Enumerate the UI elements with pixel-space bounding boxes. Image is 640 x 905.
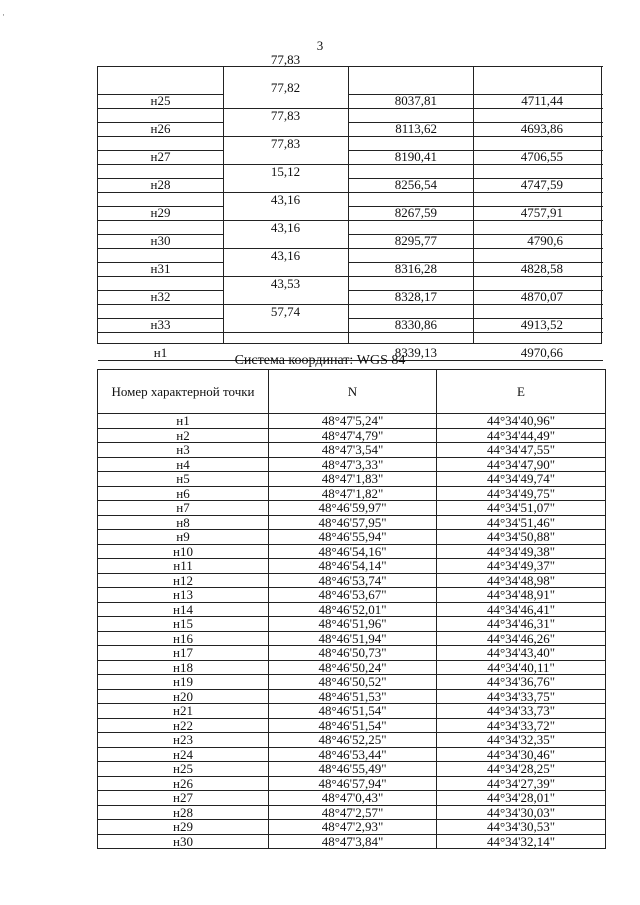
longitude-cell: 44°34'47,55" [437,443,606,458]
y-coordinate-cell: 4747,59 [520,177,563,192]
point-number-cell: н10 [98,544,269,559]
table-row [98,791,606,806]
row-divider [98,318,223,319]
point-number-cell: н17 [98,646,269,661]
table-row [98,515,606,530]
row-divider [348,234,603,235]
point-number-cell: н20 [98,689,269,704]
x-coordinate-cell: 8037,81 [394,93,437,108]
table-row [98,501,606,516]
y-coordinate-cell: 4706,55 [520,149,563,164]
latitude-cell: 48°46'50,24" [269,660,437,675]
table-row [98,631,606,646]
longitude-cell: 44°34'30,53" [437,820,606,835]
longitude-cell: 44°34'44,49" [437,428,606,443]
point-number-cell: н30 [98,834,269,849]
point-number-cell: н11 [98,559,269,574]
latitude-cell: 48°47'2,57" [269,805,437,820]
distance-cell: 43,53 [270,276,301,291]
latitude-cell: 48°46'55,94" [269,530,437,545]
point-number-cell: н3 [98,443,269,458]
table-row [98,221,601,249]
point-number-cell: н26 [98,776,269,791]
distance-cell: 77,82 [270,80,301,95]
point-number-cell: н1 [153,345,168,360]
point-number-cell: н26 [150,121,171,136]
row-divider [98,206,223,207]
table-row [98,305,601,333]
header-point-number: Номер характерной точки [98,370,269,414]
x-coordinate-cell: 8330,86 [394,317,437,332]
x-coordinate-cell: 8256,54 [394,177,437,192]
row-divider [98,234,223,235]
longitude-cell: 44°34'36,76" [437,675,606,690]
point-number-cell: н22 [98,718,269,733]
table-row [98,137,601,165]
distance-cell: 43,16 [270,220,301,235]
latitude-cell: 48°47'1,83" [269,472,437,487]
y-coordinate-cell: 4970,66 [520,345,563,360]
point-number-cell: н24 [98,747,269,762]
latitude-cell: 48°46'51,53" [269,689,437,704]
table-row [98,660,606,675]
longitude-cell: 44°34'50,88" [437,530,606,545]
longitude-cell: 44°34'49,38" [437,544,606,559]
coordinate-system-title: Система координат: WGS 84 [234,353,406,368]
point-number-cell: н9 [98,530,269,545]
row-divider [348,206,603,207]
row-divider [348,94,603,95]
latitude-cell: 48°47'3,54" [269,443,437,458]
row-divider [98,66,603,67]
point-number-cell: н1 [98,414,269,429]
point-number-cell: н14 [98,602,269,617]
x-coordinate-cell: 8316,28 [394,261,437,276]
header-n: N [269,370,437,414]
distance-cell: 77,83 [270,136,301,151]
y-coordinate-cell: 4757,91 [520,205,563,220]
latitude-cell: 48°47'3,84" [269,834,437,849]
table-row [98,573,606,588]
point-number-cell: н19 [98,675,269,690]
table-row [98,443,606,458]
point-number-cell: н29 [150,205,171,220]
row-divider [98,136,603,137]
longitude-cell: 44°34'49,74" [437,472,606,487]
latitude-cell: 48°46'54,14" [269,559,437,574]
table-row [98,277,601,305]
point-number-cell: н30 [150,233,171,248]
point-number-cell: н12 [98,573,269,588]
row-divider [98,332,603,333]
longitude-cell: 44°34'49,37" [437,559,606,574]
table-header-row [98,370,606,414]
distance-cell: 43,16 [270,192,301,207]
x-coordinate-cell: 8295,77 [394,233,437,248]
table-row [98,776,606,791]
latitude-cell: 48°47'4,79" [269,428,437,443]
longitude-cell: 44°34'47,90" [437,457,606,472]
table-row [98,414,606,429]
latitude-cell: 48°46'57,94" [269,776,437,791]
scan-mark: · [2,10,5,20]
row-divider [98,94,223,95]
page-number: 3 [316,38,324,53]
table-row [98,733,606,748]
latitude-cell: 48°47'3,33" [269,457,437,472]
longitude-cell: 44°34'51,07" [437,501,606,516]
distance-cell: 57,74 [270,304,301,319]
point-number-cell: н4 [98,457,269,472]
distance-cell: 15,12 [270,164,301,179]
table-row [98,704,606,719]
y-coordinate-cell: 4913,52 [520,317,563,332]
latitude-cell: 48°47'2,93" [269,820,437,835]
longitude-cell: 44°34'32,35" [437,733,606,748]
row-divider [98,262,223,263]
table-row [98,53,601,81]
x-coordinate-cell: 8339,13 [394,345,437,360]
point-number-cell: н5 [98,472,269,487]
longitude-cell: 44°34'27,39" [437,776,606,791]
table-row [98,472,606,487]
table-row [98,689,606,704]
y-coordinate-cell: 4711,44 [521,93,563,108]
latitude-cell: 48°46'50,73" [269,646,437,661]
table-row [98,588,606,603]
table-row [98,249,601,277]
latitude-cell: 48°46'59,97" [269,501,437,516]
row-divider [98,220,603,221]
latitude-cell: 48°46'57,95" [269,515,437,530]
distance-cell: 43,16 [270,248,301,263]
x-coordinate-cell: 8190,41 [394,149,437,164]
latitude-cell: 48°46'53,74" [269,573,437,588]
latitude-cell: 48°46'53,67" [269,588,437,603]
row-divider [348,122,603,123]
longitude-cell: 44°34'30,46" [437,747,606,762]
table-row [98,165,601,193]
longitude-cell: 44°34'28,01" [437,791,606,806]
table-row [98,530,606,545]
latitude-cell: 48°46'55,49" [269,762,437,777]
row-divider [348,318,603,319]
y-coordinate-cell: 4790,6 [527,233,563,248]
longitude-cell: 44°34'33,75" [437,689,606,704]
longitude-cell: 44°34'43,40" [437,646,606,661]
latitude-cell: 48°46'53,44" [269,747,437,762]
longitude-cell: 44°34'32,14" [437,834,606,849]
table-row [98,109,601,137]
point-number-cell: н16 [98,631,269,646]
longitude-cell: 44°34'33,72" [437,718,606,733]
point-number-cell: н28 [98,805,269,820]
table-row [98,81,601,109]
point-number-cell: н27 [98,791,269,806]
latitude-cell: 48°47'5,24" [269,414,437,429]
row-divider [98,178,223,179]
row-divider [98,150,223,151]
table-row [98,428,606,443]
wgs84-coordinates-table [97,369,606,849]
table-row [98,747,606,762]
header-e: E [437,370,606,414]
point-number-cell: н32 [150,289,171,304]
table-row [98,646,606,661]
point-number-cell: н27 [150,149,171,164]
longitude-cell: 44°34'40,11" [437,660,606,675]
point-number-cell: н21 [98,704,269,719]
row-divider [98,248,603,249]
point-number-cell: н6 [98,486,269,501]
point-number-cell: н7 [98,501,269,516]
row-divider [98,276,603,277]
x-coordinate-cell: 8267,59 [394,205,437,220]
row-divider [98,304,603,305]
point-number-cell: н8 [98,515,269,530]
table-row [98,675,606,690]
boundary-table [97,52,602,360]
point-number-cell: н31 [150,261,171,276]
point-number-cell: н25 [98,762,269,777]
point-number-cell: н25 [150,93,171,108]
table-row [98,820,606,835]
x-coordinate-cell: 8113,62 [395,121,437,136]
y-coordinate-cell: 4828,58 [520,261,563,276]
longitude-cell: 44°34'51,46" [437,515,606,530]
longitude-cell: 44°34'49,75" [437,486,606,501]
latitude-cell: 48°47'0,43" [269,791,437,806]
point-number-cell: н23 [98,733,269,748]
point-number-cell: н2 [98,428,269,443]
latitude-cell: 48°46'51,96" [269,617,437,632]
longitude-cell: 44°34'46,31" [437,617,606,632]
point-number-cell: н18 [98,660,269,675]
point-number-cell: н29 [98,820,269,835]
row-divider [98,290,223,291]
distance-cell: 77,83 [270,108,301,123]
point-number-cell: н33 [150,317,171,332]
longitude-cell: 44°34'28,25" [437,762,606,777]
longitude-cell: 44°34'46,41" [437,602,606,617]
point-number-cell: н13 [98,588,269,603]
latitude-cell: 48°46'54,16" [269,544,437,559]
row-divider [98,108,603,109]
table-row [98,559,606,574]
table-row [98,457,606,472]
x-coordinate-cell: 8328,17 [394,289,437,304]
latitude-cell: 48°46'50,52" [269,675,437,690]
table-row [98,834,606,849]
row-divider [348,290,603,291]
table-row [98,718,606,733]
row-divider [348,150,603,151]
row-divider [98,192,603,193]
longitude-cell: 44°34'46,26" [437,631,606,646]
row-divider [98,164,603,165]
table-row [98,762,606,777]
table-row [98,486,606,501]
row-divider [98,122,223,123]
row-divider [348,178,603,179]
point-number-cell: н28 [150,177,171,192]
point-number-cell: н15 [98,617,269,632]
table-row [98,805,606,820]
latitude-cell: 48°46'52,01" [269,602,437,617]
longitude-cell: 44°34'33,73" [437,704,606,719]
latitude-cell: 48°46'52,25" [269,733,437,748]
longitude-cell: 44°34'40,96" [437,414,606,429]
latitude-cell: 48°47'1,82" [269,486,437,501]
distance-cell: 77,83 [270,52,301,67]
table-row [98,193,601,221]
y-coordinate-cell: 4693,86 [520,121,563,136]
table-row [98,544,606,559]
row-divider [348,262,603,263]
longitude-cell: 44°34'30,03" [437,805,606,820]
table-row [98,602,606,617]
y-coordinate-cell: 4870,07 [520,289,563,304]
longitude-cell: 44°34'48,91" [437,588,606,603]
table-row [98,617,606,632]
longitude-cell: 44°34'48,98" [437,573,606,588]
latitude-cell: 48°46'51,54" [269,704,437,719]
latitude-cell: 48°46'51,54" [269,718,437,733]
latitude-cell: 48°46'51,94" [269,631,437,646]
